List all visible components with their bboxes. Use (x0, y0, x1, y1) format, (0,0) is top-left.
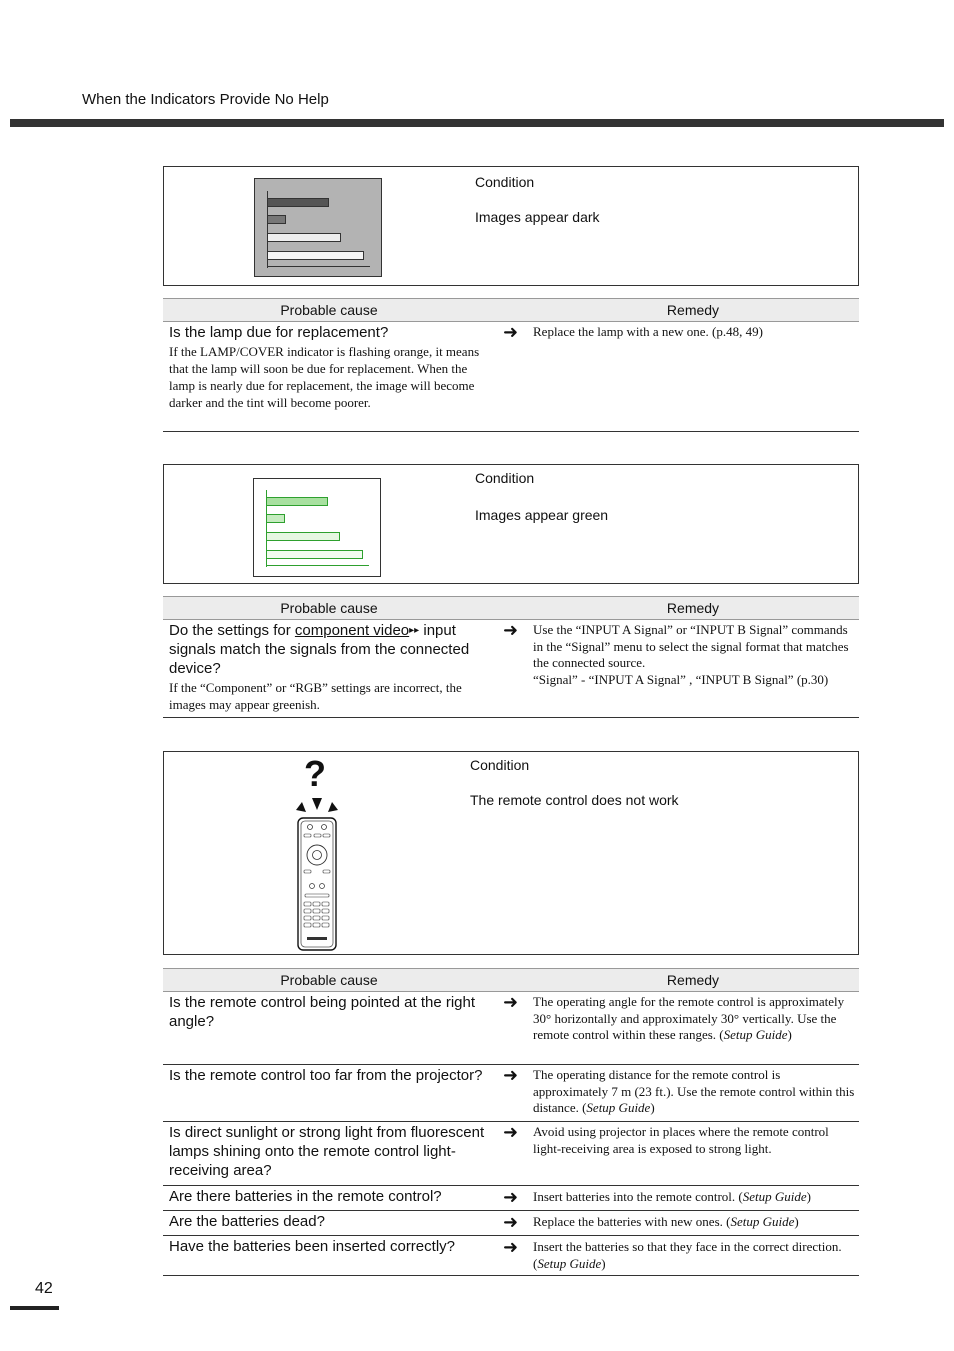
remote-control-icon (292, 796, 344, 952)
right-arrow-icon: ➜ (503, 992, 519, 1012)
remedy-text: The operating angle for the remote control is approximately 30° horizontally and approximately 30° vertically. Use the remote control within these ranges. (Setup Guide) (533, 994, 845, 1042)
table-row (163, 620, 859, 718)
remedy-text: Replace the batteries with new ones. (Setup Guide) (533, 1214, 799, 1229)
condition-box-green (163, 464, 859, 584)
cause-remedy-table-dark (163, 298, 859, 432)
page-number-rule (10, 1306, 59, 1310)
page-header-title: When the Indicators Provide No Help (82, 91, 329, 108)
header-probable-cause: Probable cause (280, 600, 378, 616)
right-arrow-icon: ➜ (503, 1065, 519, 1085)
header-remedy: Remedy (666, 600, 720, 616)
table-row (163, 992, 859, 1065)
header-remedy: Remedy (666, 972, 720, 988)
remedy-text: Avoid using projector in places where the remote control light-receiving area is exposed to strong light. (533, 1124, 829, 1156)
right-arrow-icon: ➜ (503, 1237, 519, 1257)
table-header (163, 298, 859, 322)
remedy-text: Insert batteries into the remote control. (Setup Guide) (533, 1189, 811, 1204)
table-row (163, 1211, 859, 1236)
table-row (163, 1122, 859, 1186)
condition-label: Condition (470, 757, 530, 773)
condition-text: The remote control does not work (470, 792, 679, 808)
right-arrow-icon: ➜ (503, 1187, 519, 1207)
cause-detail: If the LAMP/COVER indicator is flashing orange, it means that the lamp will soon be due for replacement. When the lamp is nearly due for replacement, the image will become darker and the tint will become poorer. (169, 344, 480, 410)
green-image-thumbnail (253, 478, 381, 577)
right-arrow-icon: ➜ (503, 1122, 519, 1142)
condition-text: Images appear green (475, 507, 609, 523)
right-arrow-icon: ➜ (503, 1212, 519, 1232)
right-arrow-icon: ➜ (503, 620, 519, 640)
probable-cause: Is direct sunlight or strong light from fluorescent lamps shining onto the remote control light-receiving area? (169, 1124, 485, 1179)
dark-image-thumbnail (254, 178, 382, 277)
probable-cause: Do the settings for component video▸▸ input signals match the signals from the connected device? If the “Component” or “RGB” settings are incorrect, the images may appear greenish. (169, 621, 491, 713)
probable-cause: Is the remote control being pointed at the right angle? (169, 994, 476, 1030)
table-header (163, 968, 859, 992)
remedy-text: Use the “INPUT A Signal” or “INPUT B Signal” commands in the “Signal” menu to select the signal format that matches the connected source. “Signal” - “INPUT A Signal” , “INPUT B Signal” (p.30) (533, 622, 849, 687)
component-video-link[interactable]: component video (294, 622, 410, 639)
probable-cause: Is the remote control too far from the projector? (169, 1067, 483, 1084)
header-probable-cause: Probable cause (280, 302, 378, 318)
cause-remedy-table-remote (163, 968, 859, 1276)
probable-cause: Are there batteries in the remote control? (169, 1188, 442, 1205)
header-probable-cause: Probable cause (280, 972, 378, 988)
question-mark-icon: ? (304, 753, 326, 794)
condition-text: Images appear dark (475, 209, 600, 225)
remedy-text: Replace the lamp with a new one. (p.48, 49) (533, 324, 763, 339)
condition-box-remote (163, 751, 859, 955)
table-header (163, 596, 859, 620)
header-rule (10, 119, 944, 127)
remedy-text: Insert the batteries so that they face in the correct direction. (Setup Guide) (533, 1239, 842, 1271)
remedy-text: The operating distance for the remote control is approximately 7 m (23 ft.). Use the remote control within this distance. (Setup Guide) (533, 1067, 855, 1115)
table-row (163, 1186, 859, 1211)
cause-detail: If the “Component” or “RGB” settings are incorrect, the images may appear greenish. (169, 680, 462, 712)
probable-cause: Is the lamp due for replacement? If the LAMP/COVER indicator is flashing orange, it means that the lamp will soon be due for replacement. When the lamp is nearly due for replacement, the image will become darker and the tint will become poorer. (169, 323, 491, 411)
table-row (163, 1236, 859, 1276)
probable-cause: Have the batteries been inserted correctly? (169, 1238, 455, 1255)
table-row (163, 322, 859, 432)
condition-label: Condition (475, 470, 535, 486)
condition-box-dark (163, 166, 859, 286)
probable-cause: Are the batteries dead? (169, 1213, 325, 1230)
condition-label: Condition (475, 174, 535, 190)
page-number: 42 (35, 1280, 53, 1297)
header-remedy: Remedy (666, 302, 720, 318)
link-arrow-icon: ▸▸ (409, 625, 420, 636)
right-arrow-icon: ➜ (503, 322, 519, 342)
cause-remedy-table-green (163, 596, 859, 718)
table-row (163, 1065, 859, 1122)
